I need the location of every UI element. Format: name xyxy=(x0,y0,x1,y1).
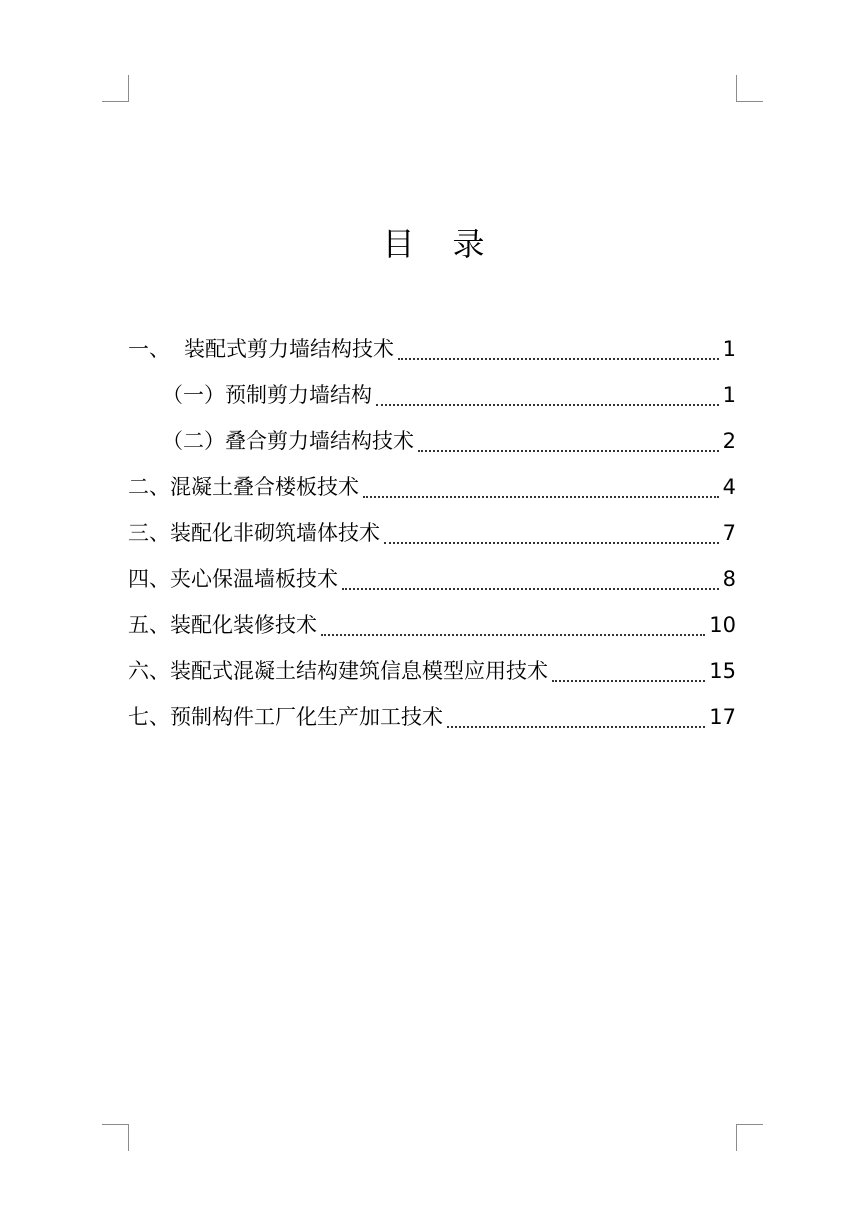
toc-entry-number: （一） xyxy=(162,383,225,407)
toc-entry-page: 15 xyxy=(709,659,736,683)
toc-leader-dots xyxy=(447,726,705,728)
toc-leader-dots xyxy=(552,680,705,682)
toc-entry-label: 装配化装修技术 xyxy=(170,613,317,637)
toc-entry-number: 二、 xyxy=(128,475,170,499)
table-of-contents xyxy=(128,326,736,740)
toc-entry-page: 4 xyxy=(722,475,736,499)
toc-leader-dots xyxy=(342,588,719,590)
toc-entry-number: 七、 xyxy=(128,705,170,729)
toc-entry-page: 10 xyxy=(709,613,736,637)
toc-entry-page: 17 xyxy=(709,705,736,729)
toc-leader-dots xyxy=(384,542,719,544)
toc-leader-dots xyxy=(418,450,719,452)
toc-entry-number: （二） xyxy=(162,429,225,453)
toc-entry-label: 装配化非砌筑墙体技术 xyxy=(170,521,380,545)
toc-entry[interactable] xyxy=(128,694,736,740)
toc-entry-page: 1 xyxy=(722,337,736,361)
toc-entry-number: 四、 xyxy=(128,567,170,591)
toc-entry-number: 五、 xyxy=(128,613,170,637)
page-title-char-2: 录 xyxy=(452,225,485,263)
toc-entry[interactable] xyxy=(128,648,736,694)
toc-entry[interactable] xyxy=(128,510,736,556)
toc-subentry[interactable] xyxy=(128,372,736,418)
toc-entry-number: 三、 xyxy=(128,521,170,545)
toc-entry-label: 夹心保温墙板技术 xyxy=(170,567,338,591)
toc-subentry[interactable] xyxy=(128,418,736,464)
toc-leader-dots xyxy=(321,634,705,636)
toc-entry[interactable] xyxy=(128,464,736,510)
toc-entry-label: 预制剪力墙结构 xyxy=(225,383,372,407)
crop-mark-bottom-right xyxy=(736,1124,763,1151)
toc-entry-label: 装配式剪力墙结构技术 xyxy=(184,337,394,361)
crop-mark-bottom-left xyxy=(102,1124,129,1151)
toc-entry[interactable] xyxy=(128,602,736,648)
toc-entry-label: 装配式混凝土结构建筑信息模型应用技术 xyxy=(170,659,548,683)
toc-entry[interactable] xyxy=(128,556,736,602)
toc-leader-dots xyxy=(376,404,719,406)
toc-entry[interactable] xyxy=(128,326,736,372)
toc-leader-dots xyxy=(398,358,719,360)
toc-entry-page: 7 xyxy=(722,521,736,545)
toc-entry-label: 预制构件工厂化生产加工技术 xyxy=(170,705,443,729)
crop-mark-top-left xyxy=(102,75,129,102)
page-title xyxy=(0,222,867,266)
toc-entry-number: 六、 xyxy=(128,659,170,683)
toc-entry-label: 叠合剪力墙结构技术 xyxy=(225,429,414,453)
toc-leader-dots xyxy=(363,496,719,498)
toc-entry-number: 一、 xyxy=(128,337,170,361)
toc-entry-page: 8 xyxy=(722,567,736,591)
crop-mark-top-right xyxy=(736,75,763,102)
toc-entry-label: 混凝土叠合楼板技术 xyxy=(170,475,359,499)
toc-entry-page: 2 xyxy=(722,429,736,453)
toc-entry-page: 1 xyxy=(722,383,736,407)
page-title-char-1: 目 xyxy=(382,225,415,263)
